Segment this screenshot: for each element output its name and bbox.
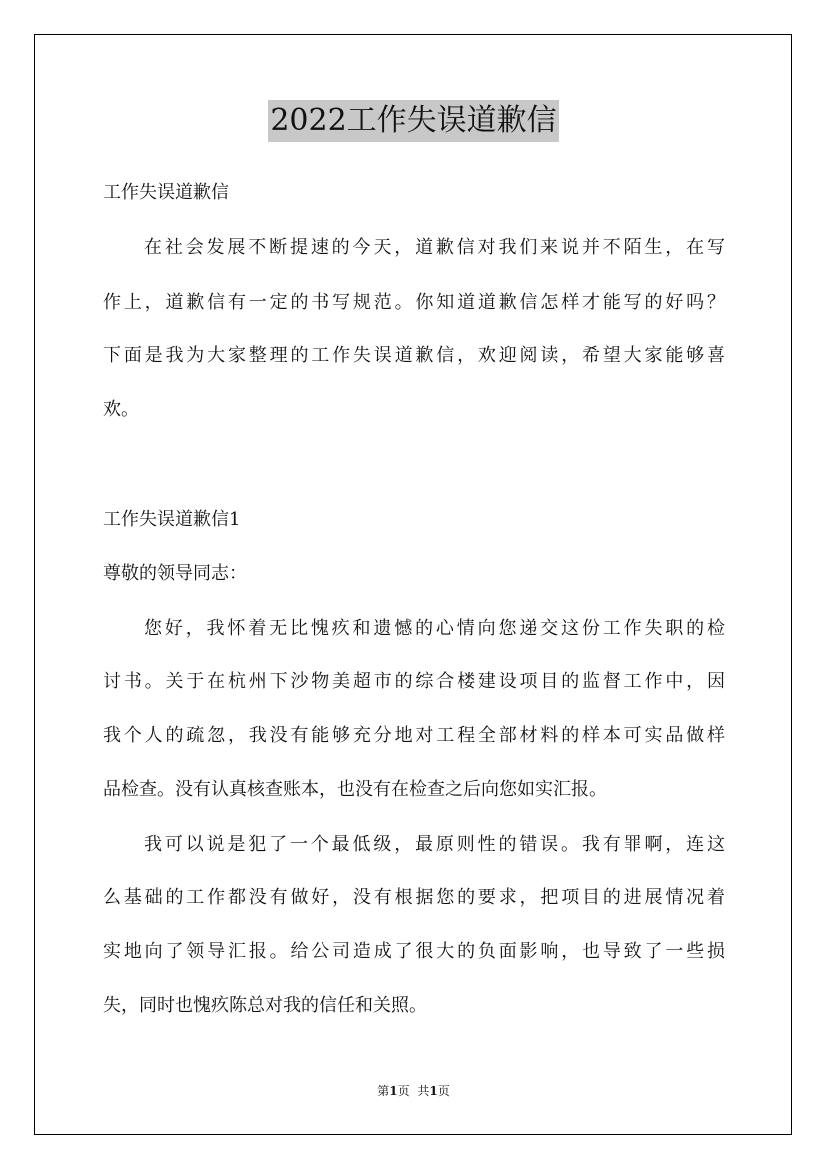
salutation: 尊敬的领导同志：	[103, 563, 247, 584]
paragraph2-line-2: 么基础的工作都没有做好，没有根据您的要求，把项目的进展情况着	[103, 887, 725, 908]
page-prefix: 第	[377, 1084, 390, 1098]
document-title: 2022工作失误道歉信	[268, 100, 558, 142]
intro-line-3: 下面是我为大家整理的工作失误道歉信，欢迎阅读，希望大家能够喜	[103, 345, 725, 366]
total-pages: 1	[429, 1084, 438, 1098]
total-suffix: 页	[437, 1084, 450, 1098]
paragraph1-line-1: 您好，我怀着无比愧疚和遗憾的心情向您递交这份工作失职的检	[144, 618, 725, 639]
intro-line-4: 欢。	[103, 399, 139, 420]
paragraph2-line-3: 实地向了领导汇报。给公司造成了很大的负面影响，也导致了一些损	[103, 941, 725, 962]
paragraph2-line-1: 我可以说是犯了一个最低级，最原则性的错误。我有罪啊，连这	[144, 834, 725, 855]
section-title: 工作失误道歉信1	[103, 509, 241, 530]
paragraph1-line-4: 品检查。没有认真核查账本，也没有在检查之后向您如实汇报。	[103, 779, 607, 800]
total-prefix: 共	[417, 1084, 430, 1098]
heading: 工作失误道歉信	[103, 182, 229, 203]
title-container	[0, 100, 827, 142]
paragraph2-line-4: 失，同时也愧疚陈总对我的信任和关照。	[103, 995, 427, 1016]
intro-line-2: 作上，道歉信有一定的书写规范。你知道道歉信怎样才能写的好吗？	[103, 292, 725, 313]
paragraph1-line-2: 讨书。关于在杭州下沙物美超市的综合楼建设项目的监督工作中，因	[103, 671, 725, 692]
page-number: 1	[389, 1084, 398, 1098]
page-footer	[0, 1083, 827, 1099]
intro-line-1: 在社会发展不断提速的今天，道歉信对我们来说并不陌生，在写	[144, 237, 725, 258]
paragraph1-line-3: 我个人的疏忽，我没有能够充分地对工程全部材料的样本可实品做样	[103, 725, 725, 746]
page-suffix: 页	[397, 1084, 410, 1098]
